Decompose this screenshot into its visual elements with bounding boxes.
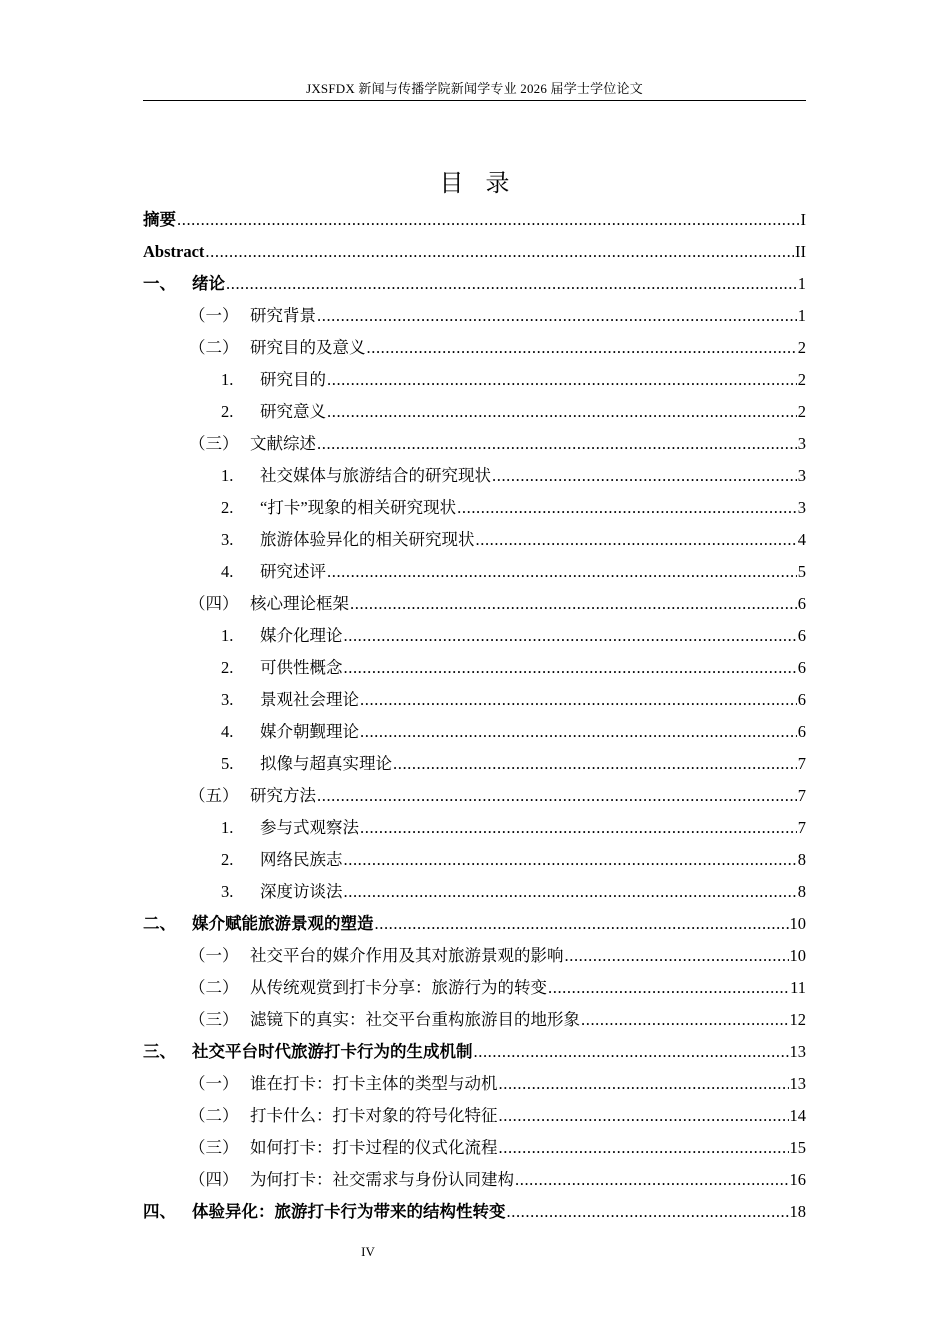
dot-leader — [226, 268, 797, 300]
toc-entry-title: 摘要 — [143, 210, 176, 229]
dot-leader — [360, 684, 797, 716]
toc-entry[interactable] — [143, 1004, 806, 1036]
toc-entry-number: 1. — [221, 466, 234, 485]
toc-entry-title: 为何打卡：社交需求与身份认同建构 — [250, 1170, 514, 1189]
toc-entry-number: （三） — [189, 434, 239, 453]
dot-leader — [360, 716, 797, 748]
toc-entry-number: 1. — [221, 626, 234, 645]
toc-entry-page: 3 — [797, 498, 806, 517]
dot-leader — [344, 620, 797, 652]
dot-leader — [177, 204, 800, 236]
toc-entry-title: 媒介朝觐理论 — [260, 722, 359, 741]
toc-entry-title: 从传统观赏到打卡分享：旅游行为的转变 — [250, 978, 547, 997]
toc-entry-title: Abstract — [143, 242, 205, 261]
toc-entry-number: （五） — [189, 786, 239, 805]
toc-entry[interactable] — [143, 1196, 806, 1228]
dot-leader — [476, 524, 797, 556]
toc-entry-page: 5 — [797, 562, 806, 581]
dot-leader — [548, 972, 789, 1004]
toc-entry-title: 媒介化理论 — [260, 626, 343, 645]
dot-leader — [457, 492, 797, 524]
toc-entry-page: 6 — [797, 626, 806, 645]
toc-entry-number: 1. — [221, 370, 234, 389]
dot-leader — [581, 1004, 789, 1036]
toc-entry-page: 12 — [789, 1010, 806, 1029]
toc-entry[interactable] — [143, 652, 806, 684]
toc-entry[interactable] — [143, 844, 806, 876]
toc-entry[interactable] — [143, 876, 806, 908]
toc-entry-page: 10 — [789, 914, 806, 933]
toc-entry-page: 7 — [797, 786, 806, 805]
toc-entry[interactable] — [143, 716, 806, 748]
toc-entry-number: （二） — [189, 978, 239, 997]
toc-entry-title: 研究目的 — [260, 370, 326, 389]
toc-entry-page: 4 — [797, 530, 806, 549]
table-of-contents — [143, 204, 806, 1228]
toc-entry-number: 2. — [221, 402, 234, 421]
dot-leader — [327, 364, 797, 396]
toc-entry[interactable] — [143, 1036, 806, 1068]
toc-entry[interactable] — [143, 524, 806, 556]
toc-entry-number: （二） — [189, 338, 239, 357]
dot-leader — [507, 1196, 789, 1228]
toc-entry-number: 2. — [221, 658, 234, 677]
toc-entry-page: II — [795, 242, 806, 261]
toc-entry-title: 可供性概念 — [260, 658, 343, 677]
toc-entry[interactable] — [143, 1068, 806, 1100]
toc-entry-title: 景观社会理论 — [260, 690, 359, 709]
toc-entry[interactable] — [143, 908, 806, 940]
toc-entry-page: 10 — [789, 946, 806, 965]
toc-entry[interactable] — [143, 780, 806, 812]
toc-entry-number: 二、 — [143, 914, 176, 933]
toc-entry-number: （二） — [189, 1106, 239, 1125]
toc-entry-page: 8 — [797, 882, 806, 901]
page-header: JXSFDX 新闻与传播学院新闻学专业 2026 届学士学位论文 — [306, 81, 643, 96]
toc-entry[interactable] — [143, 460, 806, 492]
toc-entry-page: I — [800, 210, 806, 229]
toc-entry-title: 社交平台的媒介作用及其对旅游景观的影响 — [250, 946, 564, 965]
toc-entry-page: 16 — [789, 1170, 806, 1189]
toc-entry-title: 研究述评 — [260, 562, 326, 581]
toc-entry-page: 2 — [797, 338, 806, 357]
toc-entry-number: （一） — [189, 946, 239, 965]
toc-entry-title: 如何打卡：打卡过程的仪式化流程 — [250, 1138, 498, 1157]
toc-entry-number: 三、 — [143, 1042, 176, 1061]
dot-leader — [317, 428, 797, 460]
toc-entry[interactable] — [143, 972, 806, 1004]
toc-entry-number: 5. — [221, 754, 234, 773]
toc-entry-title: 社交平台时代旅游打卡行为的生成机制 — [192, 1042, 473, 1061]
toc-entry-page: 3 — [797, 434, 806, 453]
toc-entry-number: 1. — [221, 818, 234, 837]
toc-entry[interactable] — [143, 684, 806, 716]
dot-leader — [327, 396, 797, 428]
toc-entry-page: 13 — [789, 1042, 806, 1061]
toc-entry[interactable] — [143, 428, 806, 460]
toc-entry-number: 4. — [221, 562, 234, 581]
toc-entry-title: 旅游体验异化的相关研究现状 — [260, 530, 475, 549]
toc-entry-title: 参与式观察法 — [260, 818, 359, 837]
toc-entry-page: 6 — [797, 722, 806, 741]
dot-leader — [344, 652, 797, 684]
dot-leader — [565, 940, 789, 972]
toc-title: 目录 — [439, 171, 532, 197]
dot-leader — [367, 332, 797, 364]
dot-leader — [375, 908, 789, 940]
dot-leader — [205, 236, 794, 268]
dot-leader — [317, 300, 797, 332]
toc-entry-title: 滤镜下的真实：社交平台重构旅游目的地形象 — [250, 1010, 580, 1029]
toc-entry[interactable] — [143, 396, 806, 428]
toc-entry-title: 打卡什么：打卡对象的符号化特征 — [250, 1106, 498, 1125]
dot-leader — [515, 1164, 789, 1196]
toc-entry-page: 6 — [797, 690, 806, 709]
toc-entry-title: “打卡”现象的相关研究现状 — [260, 498, 457, 517]
toc-entry-number: 2. — [221, 498, 234, 517]
toc-entry-page: 2 — [797, 370, 806, 389]
toc-entry-page: 7 — [797, 754, 806, 773]
toc-entry-page: 13 — [789, 1074, 806, 1093]
toc-entry[interactable] — [143, 1132, 806, 1164]
dot-leader — [350, 588, 797, 620]
toc-entry[interactable] — [143, 620, 806, 652]
toc-entry-page: 2 — [797, 402, 806, 421]
toc-entry-title: 拟像与超真实理论 — [260, 754, 392, 773]
toc-entry-page: 6 — [797, 658, 806, 677]
toc-entry-title: 研究目的及意义 — [250, 338, 366, 357]
toc-entry-number: （一） — [189, 1074, 239, 1093]
dot-leader — [317, 780, 797, 812]
toc-entry-page: 15 — [789, 1138, 806, 1157]
toc-entry-page: 6 — [797, 594, 806, 613]
toc-entry-title: 谁在打卡：打卡主体的类型与动机 — [250, 1074, 498, 1093]
toc-entry-number: 一、 — [143, 274, 176, 293]
dot-leader — [393, 748, 797, 780]
dot-leader — [344, 876, 797, 908]
toc-entry[interactable] — [143, 204, 806, 236]
toc-entry-title: 媒介赋能旅游景观的塑造 — [192, 914, 374, 933]
toc-entry-number: 3. — [221, 882, 234, 901]
dot-leader — [360, 812, 797, 844]
toc-entry[interactable] — [143, 588, 806, 620]
header-divider — [143, 100, 806, 101]
toc-entry-title: 深度访谈法 — [260, 882, 343, 901]
dot-leader — [499, 1132, 789, 1164]
toc-entry-page: 8 — [797, 850, 806, 869]
toc-entry[interactable] — [143, 940, 806, 972]
dot-leader — [474, 1036, 789, 1068]
toc-entry[interactable] — [143, 364, 806, 396]
toc-entry-page: 7 — [797, 818, 806, 837]
dot-leader — [499, 1068, 789, 1100]
dot-leader — [327, 556, 797, 588]
toc-entry-number: （三） — [189, 1138, 239, 1157]
toc-entry[interactable] — [143, 812, 806, 844]
toc-entry-title: 体验异化：旅游打卡行为带来的结构性转变 — [192, 1202, 506, 1221]
toc-entry-page: 11 — [790, 978, 806, 997]
dot-leader — [499, 1100, 789, 1132]
toc-entry-number: 3. — [221, 530, 234, 549]
page-number: IV — [361, 1244, 375, 1259]
toc-entry-title: 文献综述 — [250, 434, 316, 453]
toc-entry-title: 研究背景 — [250, 306, 316, 325]
toc-entry-page: 3 — [797, 466, 806, 485]
toc-entry-number: （四） — [189, 594, 239, 613]
toc-entry[interactable] — [143, 1164, 806, 1196]
toc-entry-number: （一） — [189, 306, 239, 325]
toc-entry-title: 绪论 — [192, 274, 225, 293]
toc-entry[interactable] — [143, 332, 806, 364]
toc-entry-number: 4. — [221, 722, 234, 741]
toc-entry-page: 1 — [797, 274, 806, 293]
dot-leader — [344, 844, 797, 876]
toc-entry-title: 网络民族志 — [260, 850, 343, 869]
toc-entry[interactable] — [143, 748, 806, 780]
toc-entry[interactable] — [143, 1100, 806, 1132]
toc-entry-page: 14 — [789, 1106, 806, 1125]
toc-entry[interactable] — [143, 300, 806, 332]
toc-entry-page: 18 — [789, 1202, 806, 1221]
toc-entry-number: 四、 — [143, 1202, 176, 1221]
toc-entry-number: （三） — [189, 1010, 239, 1029]
toc-entry[interactable] — [143, 556, 806, 588]
toc-entry-title: 研究意义 — [260, 402, 326, 421]
toc-entry-title: 核心理论框架 — [250, 594, 349, 613]
toc-entry-number: （四） — [189, 1170, 239, 1189]
dot-leader — [492, 460, 797, 492]
toc-entry-page: 1 — [797, 306, 806, 325]
toc-entry[interactable] — [143, 492, 806, 524]
toc-entry-number: 2. — [221, 850, 234, 869]
toc-entry-title: 研究方法 — [250, 786, 316, 805]
toc-entry[interactable] — [143, 236, 806, 268]
toc-entry-title: 社交媒体与旅游结合的研究现状 — [260, 466, 491, 485]
toc-entry-number: 3. — [221, 690, 234, 709]
toc-entry[interactable] — [143, 268, 806, 300]
